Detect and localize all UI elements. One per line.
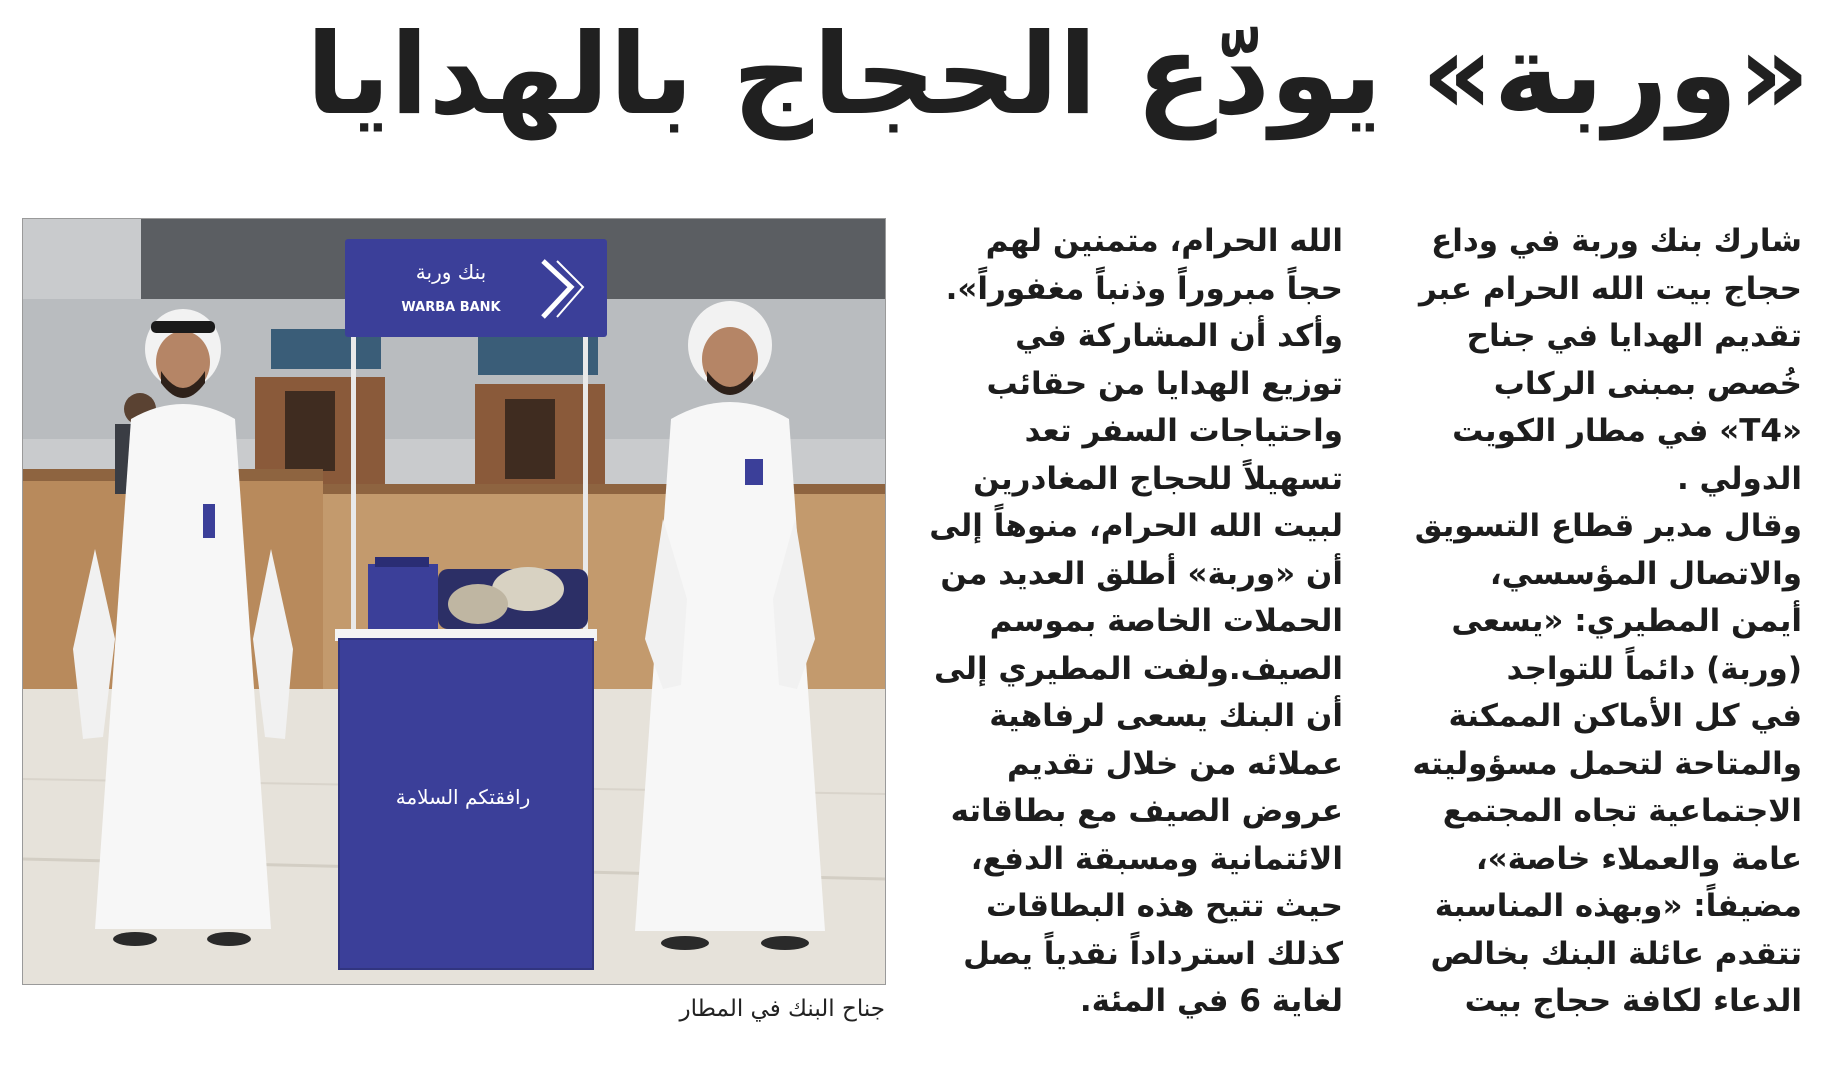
column-line: الحملات الخاصة بموسم xyxy=(989,603,1343,639)
column-line: توزيع الهدايا من حقائب xyxy=(986,365,1343,402)
column-line: الله الحرام، متمنين لهم xyxy=(985,223,1343,259)
column-line: أن «وربة» أطلق العديد من xyxy=(940,555,1343,592)
photo-caption: جناح البنك في المطار xyxy=(679,996,885,1022)
column-line: والاتصال المؤسسي، xyxy=(1489,555,1802,592)
column-line: وأكد أن المشاركة في xyxy=(1015,318,1343,354)
column-line: الصيف.ولفت المطيري إلى xyxy=(933,650,1343,687)
column-line: لبيت الله الحرام، منوهاً إلى xyxy=(929,508,1343,544)
column-line: أيمن المطيري: «يسعى xyxy=(1451,603,1802,639)
column-line: عروض الصيف مع بطاقاته xyxy=(950,793,1343,829)
booth-counter-text: رافقتكم السلامة xyxy=(395,785,531,809)
column-line: واحتياجات السفر تعد xyxy=(1024,413,1343,449)
column-line: حجاً مبروراً وذنباً مغفوراً». xyxy=(945,270,1343,307)
column-line: شارك بنك وربة في وداع xyxy=(1431,223,1802,259)
sign-english: WARBA BANK xyxy=(401,300,501,315)
article-photo xyxy=(22,218,886,985)
column-line: الدولي . xyxy=(1676,460,1802,497)
column-line: تقديم الهدايا في جناح xyxy=(1466,318,1802,354)
column-line: عامة والعملاء خاصة»، xyxy=(1475,840,1802,877)
headline: «وربة» يودّع الحجاج بالهدايا xyxy=(306,10,1810,140)
column-line: «T4» في مطار الكويت xyxy=(1452,413,1802,449)
airport-booth-illustration xyxy=(23,219,885,984)
column-line: حيث تتيح هذه البطاقات xyxy=(985,888,1343,924)
column-line: تتقدم عائلة البنك بخالص xyxy=(1430,935,1802,972)
column-line: عملائه من خلال تقديم xyxy=(1007,745,1343,782)
column-line: والمتاحة لتحمل مسؤوليته xyxy=(1412,745,1802,782)
column-line: في كل الأماكن الممكنة xyxy=(1448,698,1802,734)
sign-arabic: بنك وربة xyxy=(415,260,487,284)
column-line: كذلك استرداداً نقدياً يصل xyxy=(963,935,1343,972)
column-line: الائتمانية ومسبقة الدفع، xyxy=(970,840,1343,877)
column-line: أن البنك يسعى لرفاهية xyxy=(989,698,1343,734)
column-line: لغاية 6 في المئة. xyxy=(1079,983,1343,1019)
column-line: خُصص بمبنى الركاب xyxy=(1493,365,1802,402)
column-line: مضيفاً: «وبهذه المناسبة xyxy=(1434,888,1802,924)
article-column-left xyxy=(925,218,1343,1026)
article-column-right xyxy=(1382,218,1802,1026)
column-line: (وربة) دائماً للتواجد xyxy=(1506,650,1802,687)
column-line: حجاج بيت الله الحرام عبر xyxy=(1418,270,1802,307)
column-line: الدعاء لكافة حجاج بيت xyxy=(1464,983,1802,1019)
column-line: تسهيلاً للحجاج المغادرين xyxy=(973,460,1343,497)
column-line: وقال مدير قطاع التسويق xyxy=(1414,508,1802,544)
column-line: الاجتماعية تجاه المجتمع xyxy=(1442,793,1802,829)
